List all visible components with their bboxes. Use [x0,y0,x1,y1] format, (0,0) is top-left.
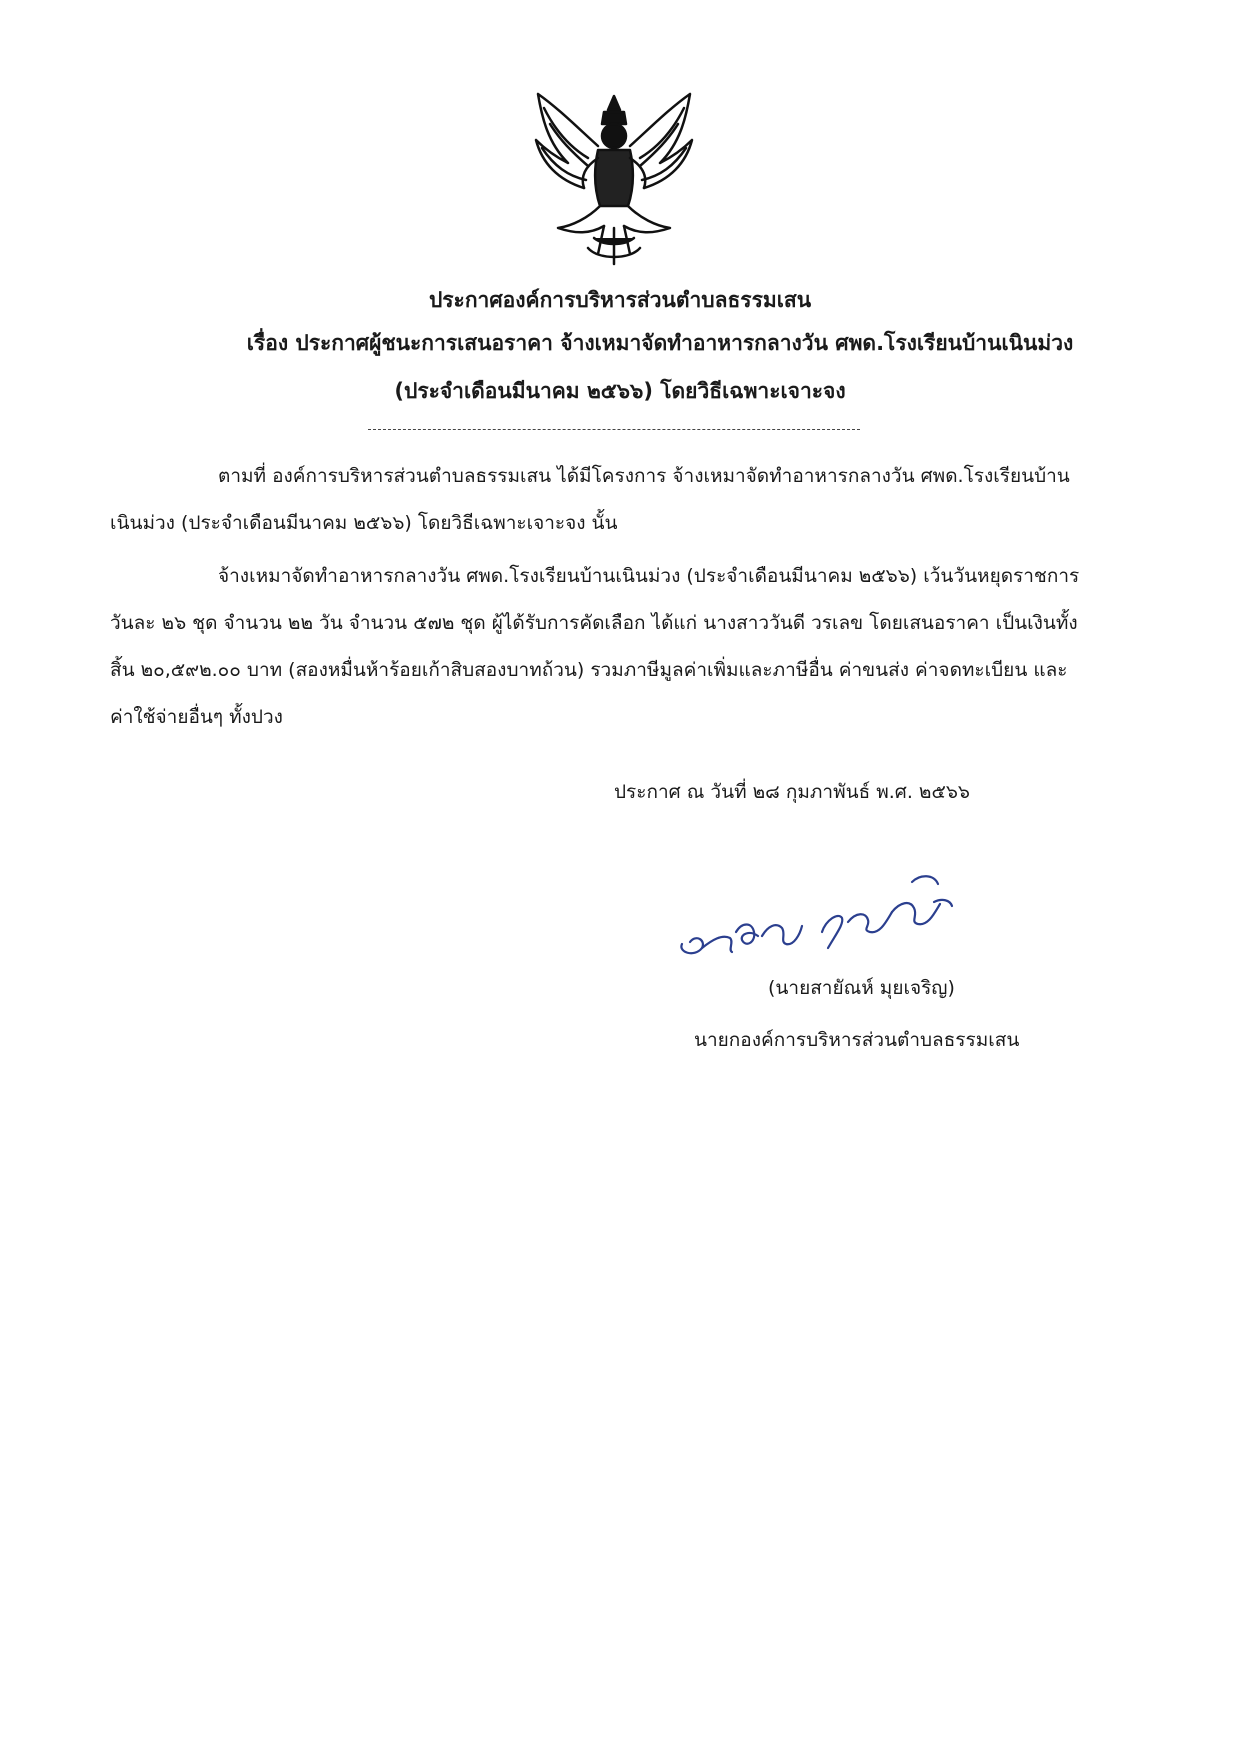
body-paragraph-2-text: จ้างเหมาจัดทำอาหารกลางวัน ศพด.โรงเรียนบ้านเนินม่วง (ประจำเดือนมีนาคม ๒๕๖๖) เว้นวันหยุดราชการ วันละ ๒๖ ชุด จำนวน ๒๒ วัน จำนวน ๕๗๒ ชุด ผู้ได้รับการคัดเลือก ได้แก่ นางสาววันดี วรเลข โดยเสนอราคา เป็นเงินทั้งสิ้น ๒๐,๕๙๒.๐๐ บาท (สองหมื่นห้าร้อยเก้าสิบสองบาทถ้วน) รวมภาษีมูลค่าเพิ่มและภาษีอื่น ค่าขนส่ง ค่าจดทะเบียน และค่าใช้จ่ายอื่นๆ ทั้งปวง [110,565,1080,728]
signer-title: นายกองค์การบริหารส่วนตำบลธรรมเสน [694,1029,1020,1051]
signer-name: (นายสายัณห์ มุยเจริญ) [768,977,955,999]
body-paragraph-1-text: ตามที่ องค์การบริหารส่วนตำบลธรรมเสน ได้มีโครงการ จ้างเหมาจัดทำอาหารกลางวัน ศพด.โรงเรียนบ้านเนินม่วง (ประจำเดือนมีนาคม ๒๕๖๖) โดยวิธีเฉพาะเจาะจง นั้น [110,465,1070,534]
announcement-title: ประกาศองค์การบริหารส่วนตำบลธรรมเสน [428,288,812,312]
announcement-subject-continued: (ประจำเดือนมีนาคม ๒๕๖๖) โดยวิธีเฉพาะเจาะจง [394,379,846,403]
signature-icon [672,852,972,972]
divider-line [368,429,860,430]
announcement-subject: เรื่อง ประกาศผู้ชนะการเสนอราคา จ้างเหมาจัดทำอาหารกลางวัน ศพด.โรงเรียนบ้านเนินม่วง [246,331,1074,355]
garuda-emblem-icon [528,88,700,268]
body-paragraph-1 [110,453,1090,547]
body-paragraph-2 [110,553,1090,741]
announcement-date: ประกาศ ณ วันที่ ๒๘ กุมภาพันธ์ พ.ศ. ๒๕๖๖ [614,781,970,803]
